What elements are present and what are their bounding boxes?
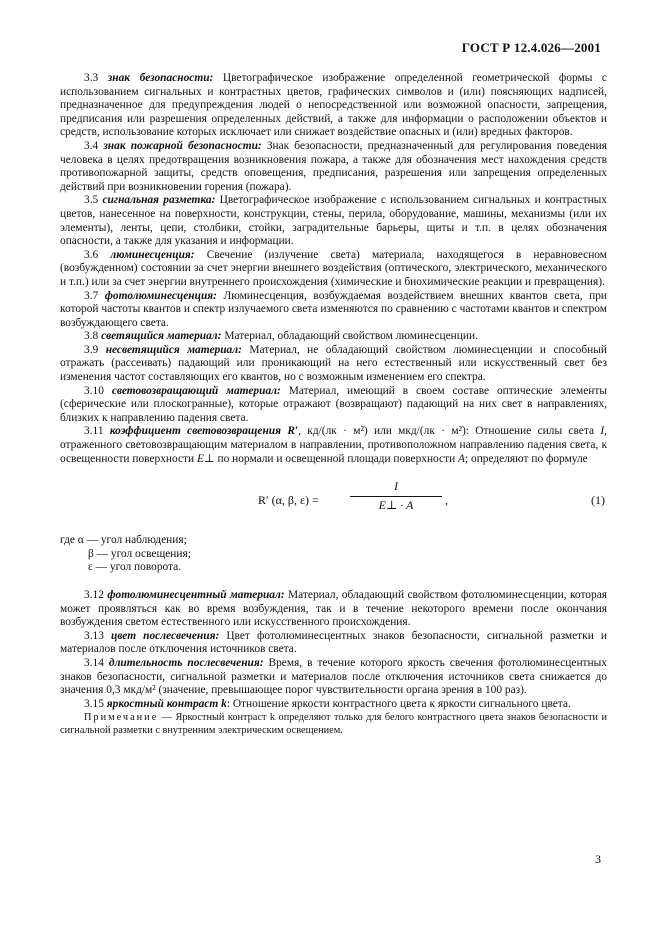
definition-text: Время, в течение которого яркость свечения фотолюминесцентных знаков безопасности, сигнальной разметки и материалов после отключения источников света снижается до значения 0,3 мкд/м² (значение, превышающее порог чувствительности органа зрения в 100 раз). bbox=[60, 656, 607, 697]
definition-paragraph bbox=[60, 630, 607, 657]
paragraph-number: 3.10 bbox=[84, 384, 104, 397]
symbol-i: I bbox=[600, 425, 605, 438]
symbol-e: E⊥ bbox=[196, 452, 215, 465]
definition-text: Знак безопасности, предназначенный для регулирования поведения человека в целях предотвращения возникновения пожара, а также для обозначения мест нахождения средств противопожарной защиты, средств оповещения, предписания, разрешения или запрещения определенных действий при возникновении горения (пожара). bbox=[60, 139, 607, 193]
paragraph-number: 3.8 bbox=[84, 330, 99, 343]
paragraph-number: 3.11 bbox=[84, 425, 104, 438]
note-text: — Яркостный контраст k определяют только для белого контрастного цвета знаков безопасности и сигнальной разметки с внутренним электрическим освещением. bbox=[60, 712, 607, 737]
paragraph-number: 3.6 bbox=[84, 248, 99, 261]
legend-line-alpha: где α — угол наблюдения; bbox=[60, 534, 187, 547]
definition-paragraph bbox=[60, 589, 607, 630]
definition-text: Материал, обладающий свойством люминесценции. bbox=[224, 330, 478, 343]
symbol-r: R′ bbox=[287, 425, 299, 438]
definition-paragraph bbox=[60, 72, 607, 140]
term-label: светящийся материал: bbox=[101, 330, 222, 343]
spacer bbox=[60, 575, 607, 589]
term-label: несветящийся материал: bbox=[105, 343, 242, 356]
term-label: фотолюминесценция: bbox=[104, 289, 217, 302]
note-label: Примечание bbox=[84, 712, 159, 724]
definitions-block-2 bbox=[60, 589, 607, 698]
page-number: 3 bbox=[595, 852, 601, 866]
formula-comma: , bbox=[445, 493, 448, 508]
formula-denominator: E⊥ · A bbox=[378, 497, 414, 512]
definition-text: Цвет фотолюминесцентных знаков безопасности, сигнальной разметки и материалов после отключения источников света. bbox=[60, 629, 607, 656]
definition-paragraph bbox=[60, 290, 607, 331]
definition-paragraph bbox=[60, 385, 607, 426]
paragraph-number: 3.15 bbox=[84, 697, 104, 710]
term-label: коэффициент световозвращения bbox=[109, 425, 281, 438]
definition-paragraph bbox=[60, 344, 607, 385]
document-body bbox=[60, 72, 607, 737]
term-label: длительность послесвечения: bbox=[108, 656, 264, 669]
paragraph-number: 3.5 bbox=[84, 194, 99, 207]
equation-number: (1) bbox=[591, 493, 605, 508]
definition-text: Цветографическое изображение определенной геометрической формы с использованием сигнальных и контрастных цветов, графических символов и (или) поясняющих надписей, предназначенное для предупреждения людей о непосредственной или возможной опасности, запрещения, предписания или разрешения определенных действий, а также для информации о расположении объектов и средств, использование которых исключает или снижает воздействие опасных и (или) вредных факторов. bbox=[60, 72, 607, 139]
paragraph-number: 3.7 bbox=[84, 289, 99, 302]
units-text: , кд/(лк · м²) или мкд/(лк · м²): bbox=[298, 425, 469, 438]
term-label: яркостный контраст bbox=[106, 697, 219, 710]
definition-paragraph bbox=[60, 140, 607, 194]
formula-1 bbox=[60, 474, 607, 532]
standard-header: ГОСТ Р 12.4.026—2001 bbox=[461, 40, 601, 55]
definition-paragraph bbox=[60, 657, 607, 698]
paragraph-3-15 bbox=[60, 698, 607, 712]
term-label: знак пожарной безопасности: bbox=[103, 139, 262, 152]
fraction-bar bbox=[350, 496, 442, 497]
paragraph-number: 3.9 bbox=[84, 343, 99, 356]
term-label: цвет послесвечения: bbox=[111, 629, 220, 642]
definition-text: Материал, не обладающий свойством люминесценции и способный отражать (рассеивать) падающий или проникающий на него естественный или искусственный свет без изменения частот составляющих его квантов, но с возможным изменением его спектра. bbox=[60, 343, 607, 384]
term-label: люминесценция: bbox=[110, 248, 195, 261]
definition-text: ; определяют по формуле bbox=[464, 452, 588, 465]
definition-paragraph bbox=[60, 330, 607, 344]
term-label: световозвращающий материал: bbox=[111, 384, 281, 397]
paragraph-number: 3.14 bbox=[84, 656, 104, 669]
definition-text: , отраженного световозвращающим материалом в направлении, противоположном направлению падения света, к освещенности поверхности bbox=[60, 425, 607, 465]
definition-text: по нормали и освещенной площади поверхности bbox=[214, 452, 459, 465]
paragraph-number: 3.4 bbox=[84, 139, 99, 152]
paragraph-3-11 bbox=[60, 425, 607, 466]
legend-line-beta: β — угол освещения; bbox=[88, 547, 191, 560]
definition-text: Отношение силы света bbox=[468, 425, 601, 438]
term-label: сигнальная разметка: bbox=[102, 194, 216, 207]
term-label: знак безопасности: bbox=[107, 72, 214, 84]
variable-legend bbox=[60, 534, 607, 575]
definitions-block-1 bbox=[60, 72, 607, 425]
symbol-k: k bbox=[221, 697, 227, 710]
definition-paragraph bbox=[60, 194, 607, 248]
definition-text: : Отношение яркости контрастного цвета к яркости сигнального цвета. bbox=[226, 697, 571, 710]
formula-fraction bbox=[350, 480, 442, 512]
definition-text: Люминесценция, возбуждаемая воздействием внешних квантов света, при которой частоты квантов и спектр излучаемого света изменяются по сравнению с частотами квантов и спектром возбуждающего света. bbox=[60, 289, 607, 329]
formula-lhs: R′ (α, β, ε) = bbox=[258, 493, 319, 508]
term-label: фотолюминесцентный материал: bbox=[107, 589, 285, 601]
legend-line-epsilon: ε — угол поворота. bbox=[88, 561, 182, 574]
note-paragraph bbox=[60, 711, 607, 737]
definition-paragraph bbox=[60, 249, 607, 290]
definition-text: Материал, обладающий свойством фотолюминесценции, которая может проявляться как во время возбуждения, так и в течение некоторого времени после окончания возбуждения светом естественного или искусственного происхождения. bbox=[60, 589, 607, 629]
paragraph-number: 3.13 bbox=[84, 629, 104, 642]
formula-numerator: I bbox=[394, 479, 398, 494]
symbol-a: A bbox=[458, 452, 465, 465]
definition-text: Свечение (излучение света) материала, находящегося в неравновесном (возбужденном) состоянии за счет энергии внешнего воздействия (оптического, электрического, механического и т.п.) или за счет энергии внутреннего происхождения (химические и биохимические реакции и превращения). bbox=[60, 248, 607, 288]
definition-text: Цветографическое изображение с использованием сигнальных и контрастных цветов, нанесенное на поверхности, конструкции, стены, перила, оборудование, машины, механизмы (или их элементы), ленты, цепи, столбики, стойки, заградительные барьеры, щиты и т.п. в целях обозначения опасности, а также для указания и информации. bbox=[60, 194, 608, 248]
paragraph-number: 3.3 bbox=[84, 72, 99, 84]
definition-text: Материал, имеющий в своем составе оптические элементы (сферические или плоскогранные), которые отражают (возвращают) падающий на них свет в направлениях, близких к направлению падения света. bbox=[60, 384, 607, 424]
paragraph-number: 3.12 bbox=[84, 589, 104, 601]
